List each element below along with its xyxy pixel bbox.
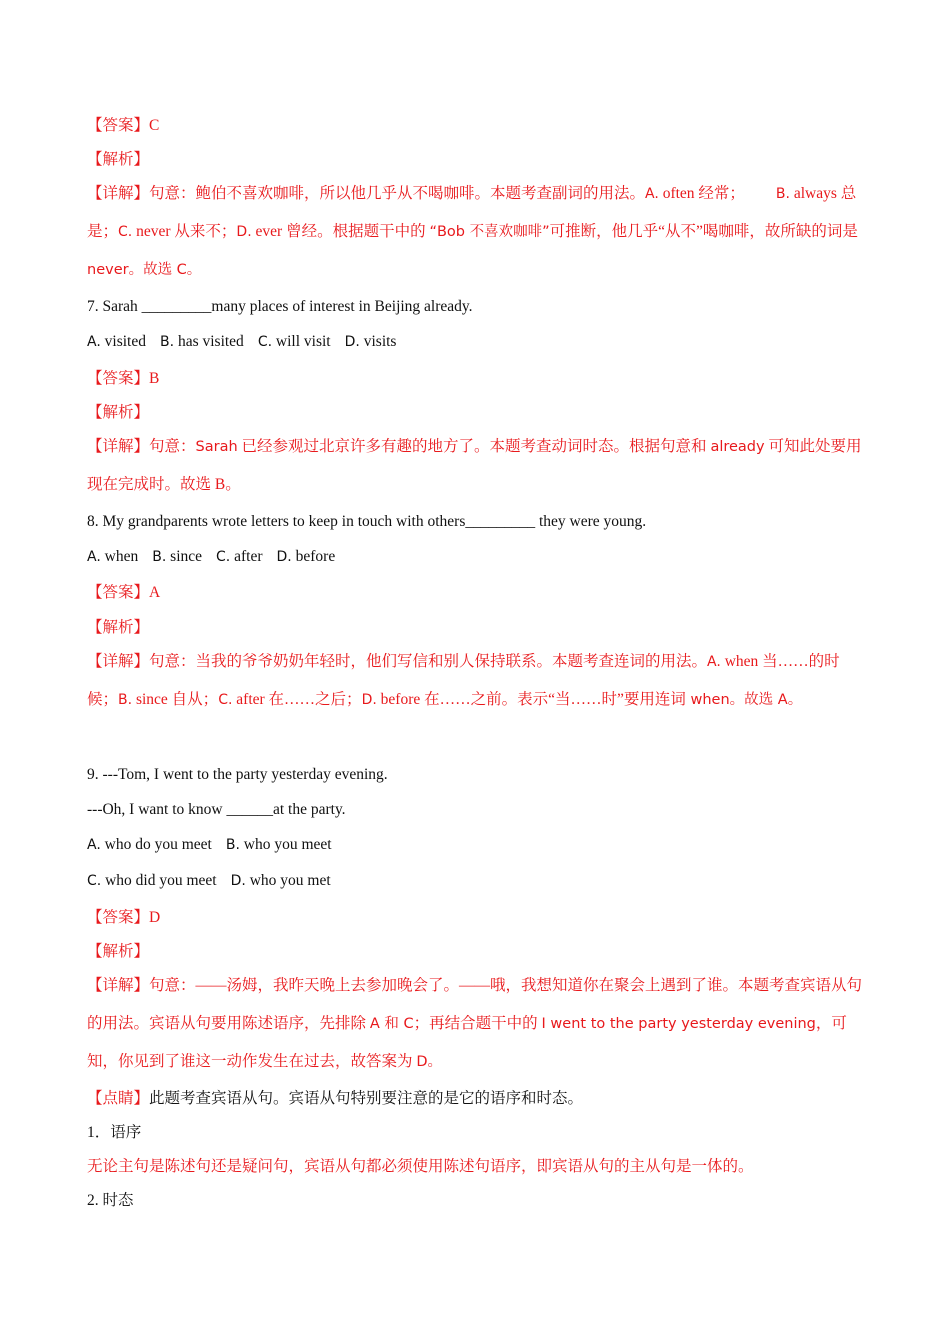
keyword: already — [710, 439, 765, 455]
detail-text: ；再结合题干中的 — [413, 1015, 542, 1032]
option-letter: A. — [707, 654, 721, 670]
option-text: since — [166, 548, 203, 565]
option-letter: D. — [344, 334, 360, 350]
option-c[interactable] — [216, 548, 263, 565]
option-d[interactable] — [277, 548, 336, 565]
options-q9-row2 — [87, 871, 866, 891]
detail-tag: 【详解】 — [87, 438, 150, 455]
option-letter: C. — [118, 224, 133, 240]
analysis-tag-q8: 【解析】 — [87, 619, 150, 636]
option-text: always 总是； — [87, 185, 857, 240]
option-letter: C. — [218, 692, 233, 708]
option-letter: D. — [236, 224, 252, 240]
detail-text: 句意：——汤姆，我昨天晚上去参加晚会了。——哦，我想知道你在聚会上遇到了谁。本题考查宾语从句的用法。宾语从句要用陈述语序，先排除 — [87, 977, 863, 1032]
detail-text: 句意：当我的爷爷奶奶年轻时，他们写信和别人保持联系。本题考查连词的用法。 — [149, 653, 708, 670]
option-letter: C. — [216, 549, 231, 565]
option-c[interactable] — [87, 872, 217, 889]
answer-tag: 【答案】 — [87, 909, 150, 926]
point-text-1: 无论主句是陈述句还是疑问句，宾语从句都必须使用陈述句语序，即宾语从句的主从句是一体的。 — [87, 1158, 754, 1175]
option-letter: A. — [87, 334, 101, 350]
option-b[interactable] — [226, 836, 332, 853]
option-text: before 在……之前。表示“当……时”要用连词 — [376, 691, 686, 708]
detail-text: ，可知，你见到了谁这一动作发生在过去，故答案为 — [87, 1015, 847, 1070]
keyword: never。 — [87, 262, 144, 278]
option-text: who do you meet — [100, 836, 212, 853]
detail-text: 已经参观过北京许多有趣的地方了。本题考查动词时态。根据句意和 — [237, 438, 711, 455]
answer-line-q9 — [87, 908, 866, 928]
detail-text: 可知此处要用现在完成时。故选 B。 — [87, 438, 862, 493]
option-text: since 自从； — [132, 691, 219, 708]
option-b[interactable] — [160, 333, 244, 350]
answer-tag: 【答案】 — [87, 370, 150, 387]
question-stem-q8: 8. My grandparents wrote letters to keep in touch with others_________ they were young. — [87, 513, 647, 530]
option-text: ever 曾经。根据题干中的 — [251, 223, 430, 240]
analysis-tag-q7: 【解析】 — [87, 404, 150, 421]
quote-text: “Bob 不喜欢咖啡” — [429, 224, 550, 240]
detail-text: 可推断，他几乎“从不”喝咖啡，故所缺的词是 — [549, 223, 858, 240]
answer-line-q7 — [87, 369, 866, 389]
point-heading-1: 1．语序 — [87, 1124, 142, 1141]
question-stem-q9-line2: ---Oh, I want to know ______at the party. — [87, 801, 346, 818]
option-letter: B. — [118, 692, 133, 708]
option-text: often 经常； — [658, 185, 745, 202]
option-text: when 当……的时候； — [87, 653, 840, 708]
answer-value: A — [149, 584, 161, 601]
option-text: after — [230, 548, 263, 565]
option-letter: D. — [230, 873, 246, 889]
answer-line-q8 — [87, 583, 866, 603]
keyword: I went to the party yesterday evening — [541, 1016, 816, 1032]
detail-paragraph-q9 — [87, 967, 866, 1081]
options-q7 — [87, 332, 866, 352]
answer-value: C — [149, 117, 160, 134]
option-a[interactable] — [87, 836, 212, 853]
option-b[interactable] — [152, 548, 202, 565]
detail-paragraph-q7 — [87, 428, 866, 504]
option-text: visited — [100, 333, 146, 350]
tip-text: 此题考查宾语从句。宾语从句特别要注意的是它的语序和时态。 — [149, 1090, 584, 1107]
answer-line-q6 — [87, 116, 866, 136]
keyword: when。 — [685, 692, 745, 708]
detail-text: 句意：鲍伯不喜欢咖啡，所以他几乎从不喝咖啡。本题考查副词的用法。 — [149, 185, 646, 202]
option-text: after 在……之后； — [232, 691, 362, 708]
answer-tag: 【答案】 — [87, 117, 150, 134]
option-letter: A. — [87, 549, 101, 565]
analysis-tag-q6: 【解析】 — [87, 151, 150, 168]
option-letter: A. — [87, 837, 101, 853]
option-d[interactable] — [345, 333, 397, 350]
option-text: never 从来不； — [132, 223, 237, 240]
keyword: Sarah — [195, 439, 238, 455]
option-letter: B. — [775, 186, 790, 202]
conclusion: 故选 C。 — [143, 262, 202, 278]
option-text: when — [100, 548, 139, 565]
option-a[interactable] — [87, 548, 138, 565]
option-text: who did you meet — [101, 872, 217, 889]
detail-paragraph-q6 — [87, 175, 866, 289]
tip-line — [87, 1089, 866, 1109]
option-letter: C. — [257, 334, 273, 350]
option-letter: C. — [87, 873, 102, 889]
point-heading-2: 2. 时态 — [87, 1192, 134, 1209]
detail-tag: 【详解】 — [87, 977, 150, 994]
options-q9-row1 — [87, 835, 866, 855]
option-c[interactable] — [258, 333, 331, 350]
option-text: has visited — [174, 333, 244, 350]
option-letter: B. — [160, 334, 175, 350]
analysis-tag-q9: 【解析】 — [87, 943, 150, 960]
tip-tag: 【点睛】 — [87, 1090, 150, 1107]
option-d[interactable] — [231, 872, 331, 889]
options-q8 — [87, 547, 866, 567]
conclusion: 故选 A。 — [744, 692, 803, 708]
detail-tag: 【详解】 — [87, 653, 150, 670]
option-text: who you met — [245, 872, 331, 889]
detail-tag: 【详解】 — [87, 185, 150, 202]
answer-value: D — [149, 909, 161, 926]
question-stem-q9: 9. ---Tom, I went to the party yesterday evening. — [87, 766, 388, 783]
conclusion: D。 — [416, 1054, 443, 1070]
option-text: who you meet — [239, 836, 332, 853]
question-stem-q7: 7. Sarah _________many places of interest in Beijing already. — [87, 298, 473, 315]
option-letter: D. — [361, 692, 377, 708]
option-text: visits — [359, 333, 397, 350]
answer-tag: 【答案】 — [87, 584, 150, 601]
answer-value: B — [149, 370, 160, 387]
detail-text: 句意： — [149, 438, 196, 455]
option-letter: A. — [645, 186, 659, 202]
option-text: before — [291, 548, 336, 565]
keyword: A 和 C — [369, 1016, 414, 1032]
option-letter: B. — [225, 837, 240, 853]
option-text: will visit — [272, 333, 331, 350]
option-letter: D. — [276, 549, 292, 565]
detail-paragraph-q8 — [87, 643, 866, 757]
option-a[interactable] — [87, 333, 146, 350]
option-letter: B. — [152, 549, 167, 565]
